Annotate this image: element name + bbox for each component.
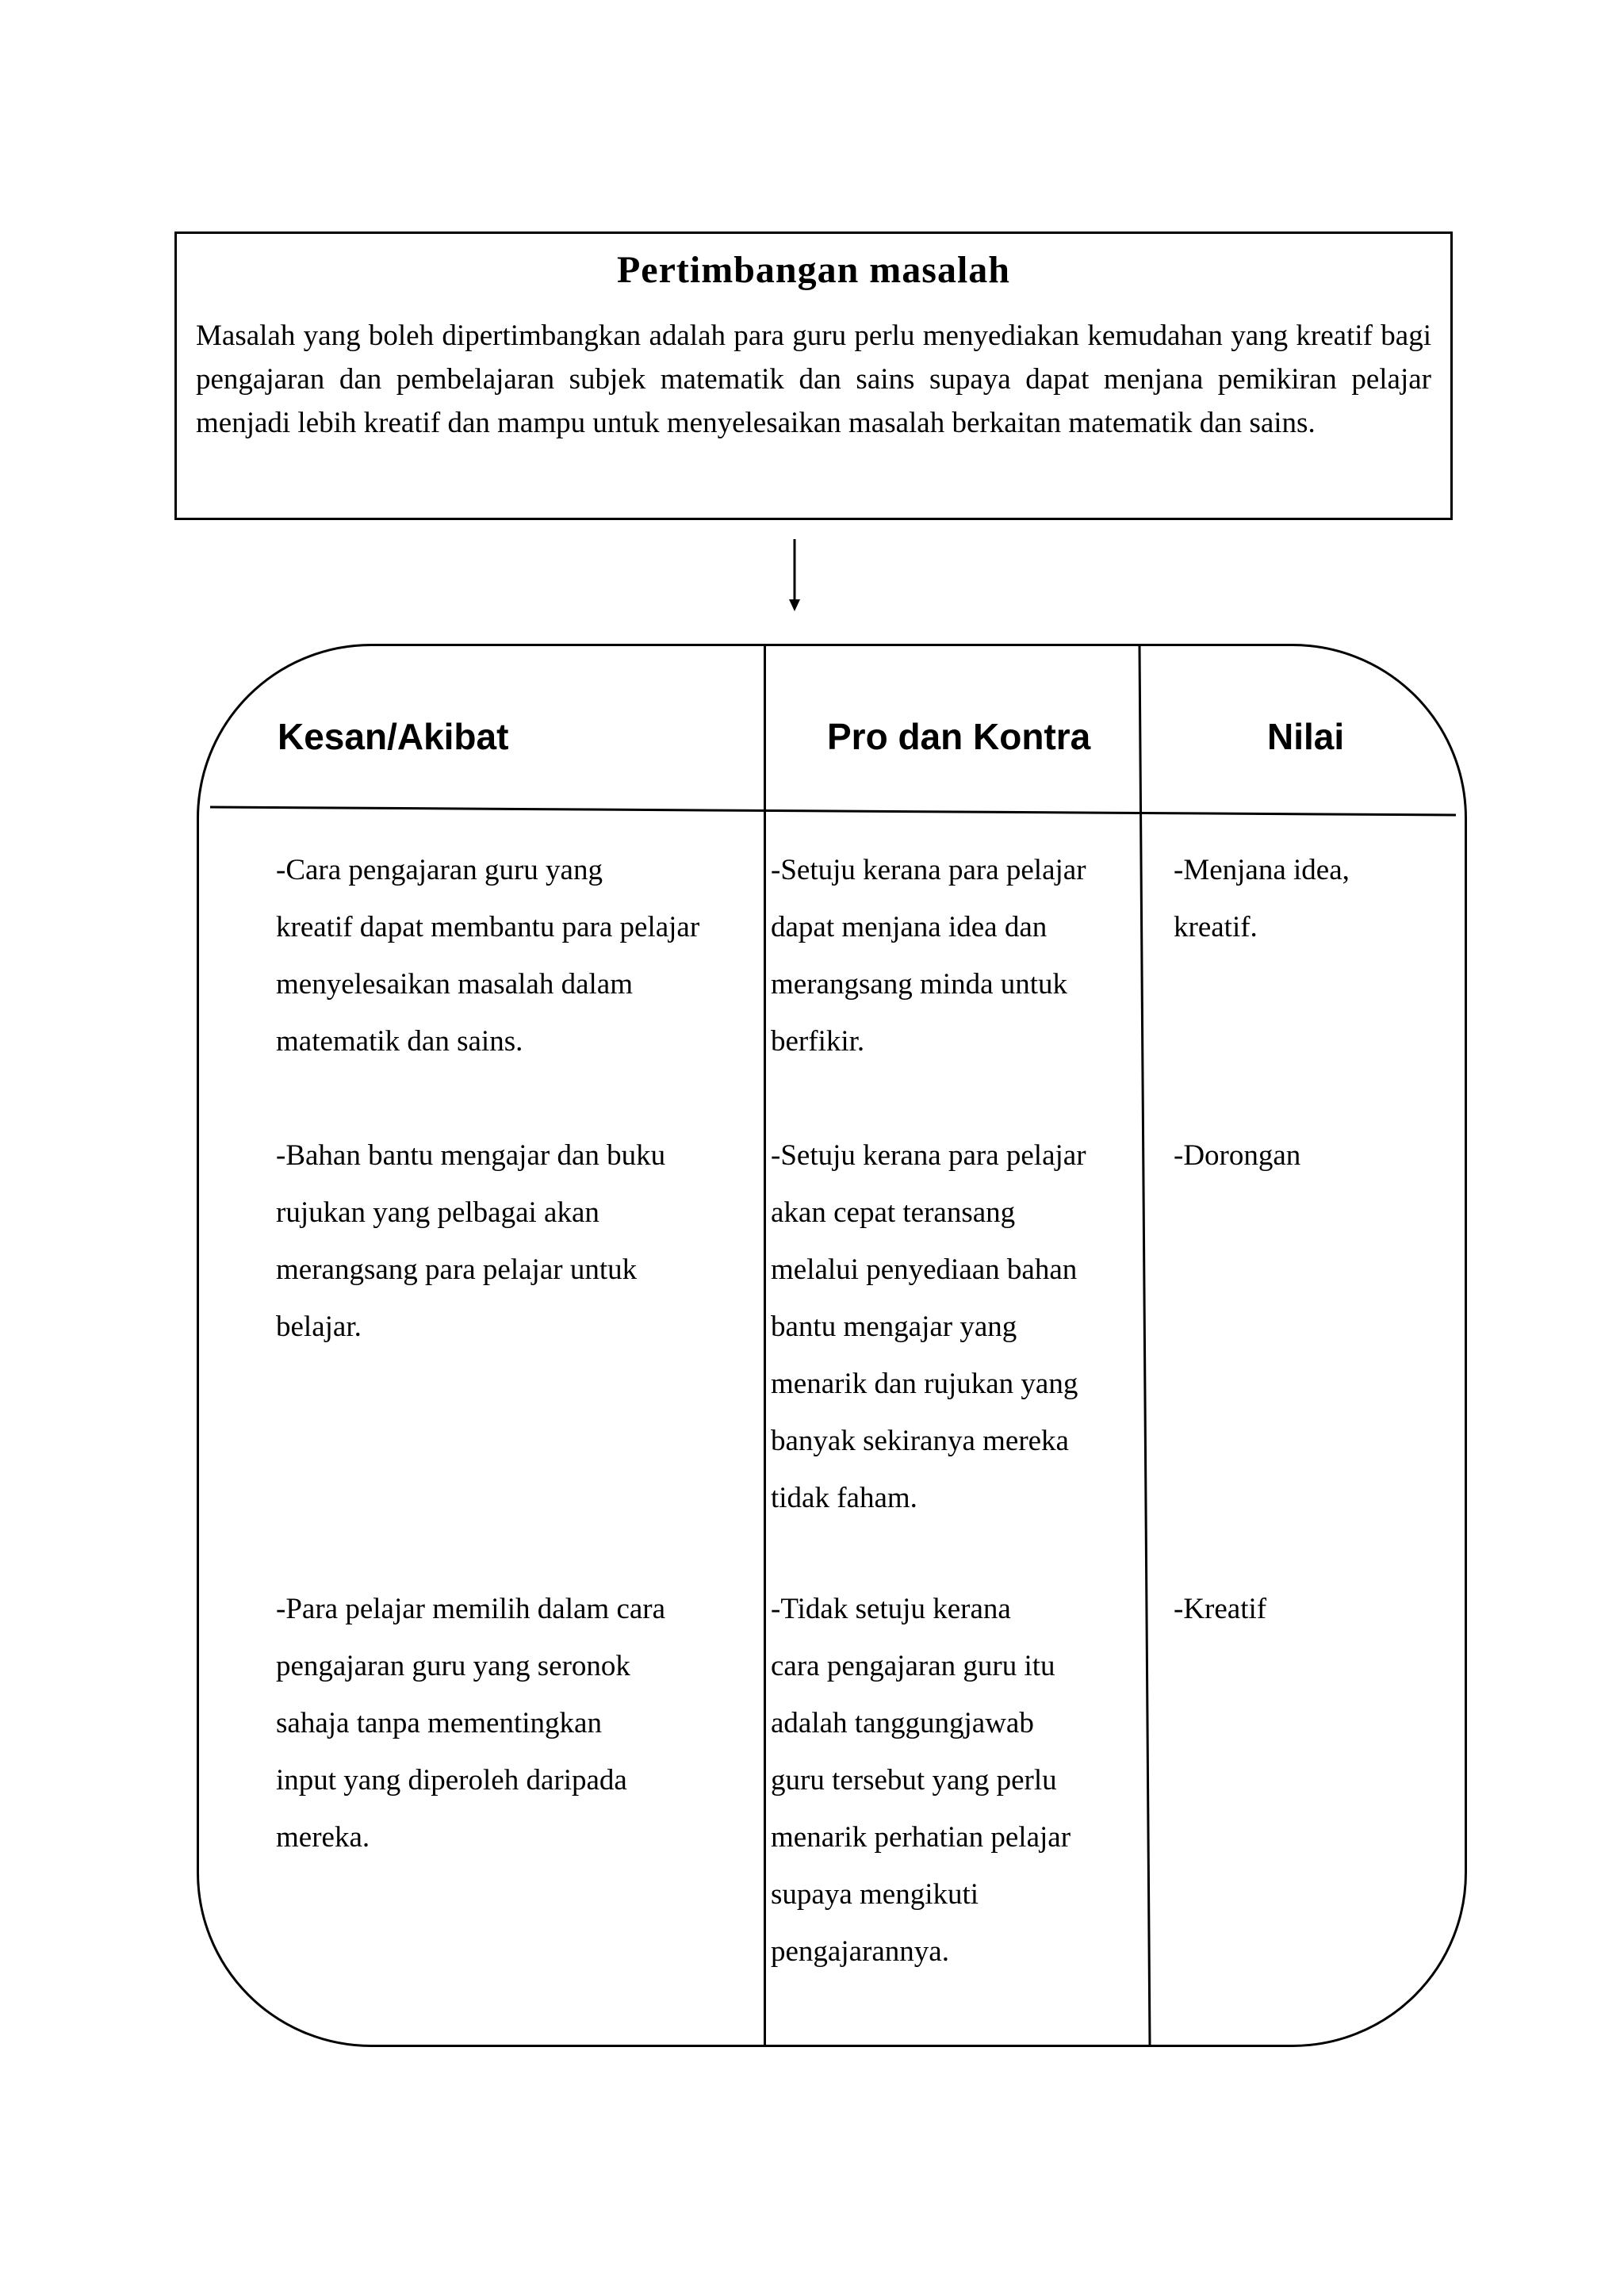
text-line: akan cepat teransang <box>771 1196 1016 1229</box>
text-line: rujukan yang pelbagai akan <box>276 1196 599 1229</box>
text-line: menyelesaikan masalah dalam <box>276 968 633 1001</box>
text-line: -Menjana idea, <box>1174 854 1350 886</box>
text-line: banyak sekiranya mereka <box>771 1425 1069 1457</box>
text-line: merangsang para pelajar untuk <box>276 1253 638 1286</box>
text-line: mereka. <box>276 1821 370 1854</box>
text-line: -Kreatif <box>1174 1593 1267 1625</box>
row2-kesan <box>276 1127 665 1356</box>
text-line: pengajaran guru yang seronok <box>276 1650 630 1682</box>
text-line: berfikir. <box>771 1025 865 1058</box>
text-line: sahaja tanpa mementingkan <box>276 1707 602 1739</box>
text-line: supaya mengikuti <box>771 1878 979 1911</box>
problem-box <box>174 232 1453 520</box>
row2-pro <box>771 1127 1086 1527</box>
text-line: -Para pelajar memilih dalam cara <box>276 1593 666 1625</box>
text-line: -Dorongan <box>1174 1139 1301 1172</box>
text-line: -Cara pengajaran guru yang <box>276 854 603 886</box>
text-line: bantu mengajar yang <box>771 1311 1017 1343</box>
header-kesan-akibat: Kesan/Akibat <box>278 716 509 757</box>
header-nilai: Nilai <box>1267 716 1345 757</box>
column-divider-1 <box>764 645 766 2045</box>
text-line: input yang diperoleh daripada <box>276 1764 627 1797</box>
text-line: adalah tanggungjawab <box>771 1707 1034 1739</box>
text-line: dapat menjana idea dan <box>771 911 1048 943</box>
row2-nilai <box>1174 1127 1300 1184</box>
problem-title: Pertimbangan masalah <box>616 249 1010 291</box>
text-line: -Setuju kerana para pelajar <box>771 854 1086 886</box>
text-line: pengajarannya. <box>771 1935 949 1968</box>
text-line: menarik dan rujukan yang <box>771 1368 1078 1400</box>
text-line: -Bahan bantu mengajar dan buku <box>276 1139 666 1172</box>
row1-pro <box>771 842 1086 1070</box>
text-line: -Setuju kerana para pelajar <box>771 1139 1086 1172</box>
row3-pro <box>771 1581 1071 1980</box>
row3-kesan <box>276 1581 665 1866</box>
text-line: kreatif. <box>1174 911 1258 943</box>
text-line: -Tidak setuju kerana <box>771 1593 1011 1625</box>
text-line: merangsang minda untuk <box>771 968 1068 1001</box>
text-line: belajar. <box>276 1311 362 1343</box>
text-line: tidak faham. <box>771 1482 917 1514</box>
text-line: kreatif dapat membantu para pelajar <box>276 911 700 943</box>
header-pro-kontra: Pro dan Kontra <box>827 716 1091 757</box>
text-line: guru tersebut yang perlu <box>771 1764 1057 1797</box>
problem-text: Masalah yang boleh dipertimbangkan adalah para guru perlu menyediakan kemudahan yang kreatif bagi pengajaran dan pembelajaran subjek matematik dan sains supaya dapat menjana pemikiran pelajar menjadi lebih kreatif dan mampu untuk menyelesaikan masalah berkaitan matematik dan sains. <box>196 320 1431 439</box>
text-line: matematik dan sains. <box>276 1025 523 1058</box>
text-line: cara pengajaran guru itu <box>771 1650 1055 1682</box>
row1-nilai <box>1174 842 1350 956</box>
down-arrow-icon <box>787 539 802 612</box>
text-line: melalui penyediaan bahan <box>771 1253 1078 1286</box>
row3-nilai <box>1174 1581 1266 1638</box>
row1-kesan <box>276 842 699 1070</box>
text-line: menarik perhatian pelajar <box>771 1821 1071 1854</box>
